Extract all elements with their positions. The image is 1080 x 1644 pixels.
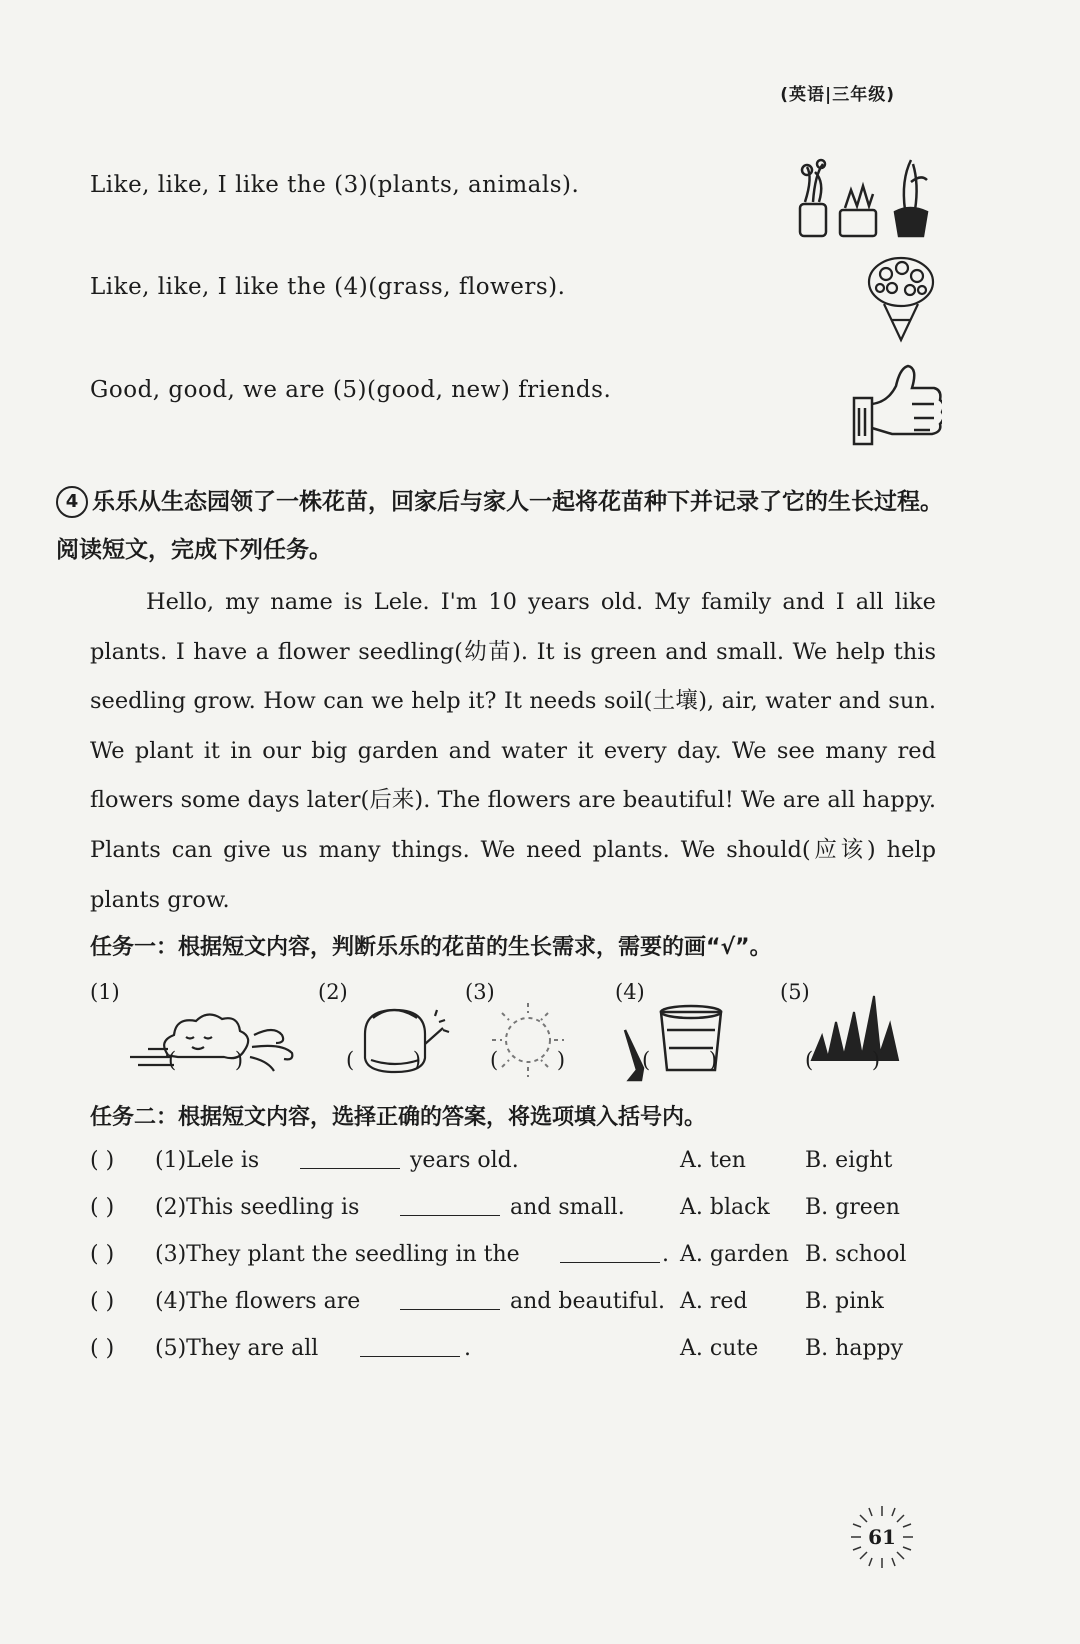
task2-question-5	[90, 1336, 950, 1380]
option-b: B. happy	[805, 1336, 904, 1361]
option-a: A. black	[680, 1195, 770, 1220]
option-a: A. cute	[680, 1336, 759, 1361]
answer-blank[interactable]	[560, 1242, 660, 1263]
passage-text: Hello, my name is Lele. I'm 10 years old. My family and I all like plants. I have a flower seedling(幼苗). It is green and small. We help this seedling grow. How can we help it? It needs soil(土壤), air, water and sun. We plant it in our big garden and water it every day. We see many red flowers some days later(后来). The flowers are beautiful! We are all happy. Plants can give us many things. We need plants. We should(应该) help plants grow.	[90, 589, 936, 913]
poem-line-5: Good, good, we are (5)(good, new) friends.	[90, 377, 612, 403]
task2-question-3	[90, 1242, 950, 1286]
task1-answer-paren[interactable]: ( )	[805, 1048, 907, 1072]
answer-paren[interactable]: ( )	[90, 1289, 115, 1314]
question-text: (5)They are all	[155, 1336, 319, 1361]
question-text-tail: years old.	[410, 1148, 519, 1173]
option-a: A. red	[680, 1289, 748, 1314]
option-a: A. garden	[680, 1242, 789, 1267]
task1-title: 任务一：根据短文内容，判断乐乐的花苗的生长需求，需要的画“√”。	[90, 935, 772, 960]
poem-line-3: Like, like, I like the (3)(plants, animals).	[90, 172, 580, 198]
section-4-title: 乐乐从生态园领了一株花苗，回家后与家人一起将花苗种下并记录了它的生长过程。阅读短文，完成下列任务。	[56, 489, 943, 563]
question-text-tail: .	[662, 1242, 669, 1267]
task1-item-label: (1)	[90, 980, 120, 1004]
option-b: B. school	[805, 1242, 907, 1267]
potted-plants-icon	[795, 152, 935, 242]
task2-question-2	[90, 1195, 950, 1239]
option-a: A. ten	[680, 1148, 746, 1173]
poem-line-4: Like, like, I like the (4)(grass, flowers).	[90, 274, 566, 300]
task1-item-label: (3)	[465, 980, 495, 1004]
question-text-tail: and beautiful.	[510, 1289, 665, 1314]
question-text-tail: and small.	[510, 1195, 625, 1220]
task1-item-label: (2)	[318, 980, 348, 1004]
soil-bucket-icon	[615, 1000, 735, 1085]
answer-paren[interactable]: ( )	[90, 1195, 115, 1220]
question-text: (3)They plant the seedling in the	[155, 1242, 520, 1267]
option-b: B. pink	[805, 1289, 884, 1314]
page-number: 61	[868, 1525, 896, 1549]
answer-paren[interactable]: ( )	[90, 1242, 115, 1267]
task2-question-1	[90, 1148, 950, 1192]
task1-item-label: (5)	[780, 980, 810, 1004]
question-text: (2)This seedling is	[155, 1195, 360, 1220]
thumbs-up-icon	[850, 360, 942, 452]
flower-bouquet-icon	[862, 250, 940, 346]
section-4-instruction	[56, 478, 956, 574]
section-number-badge: 4	[56, 486, 88, 518]
answer-paren[interactable]: ( )	[90, 1336, 115, 1361]
answer-blank[interactable]	[400, 1195, 500, 1216]
question-text-tail: .	[464, 1336, 471, 1361]
task1-item-label: (4)	[615, 980, 645, 1004]
answer-blank[interactable]	[360, 1336, 460, 1357]
answer-blank[interactable]	[400, 1289, 500, 1310]
answer-paren[interactable]: ( )	[90, 1148, 115, 1173]
question-text: (4)The flowers are	[155, 1289, 361, 1314]
task1-answer-paren[interactable]: ( )	[346, 1048, 448, 1072]
task1-answer-paren[interactable]: ( )	[642, 1048, 744, 1072]
option-b: B. green	[805, 1195, 900, 1220]
reading-passage	[90, 578, 936, 925]
answer-blank[interactable]	[300, 1148, 400, 1169]
task2-title: 任务二：根据短文内容，选择正确的答案，将选项填入括号内。	[90, 1105, 707, 1130]
option-b: B. eight	[805, 1148, 893, 1173]
task1-answer-paren[interactable]: ( )	[168, 1048, 270, 1072]
question-text: (1)Lele is	[155, 1148, 260, 1173]
task1-answer-paren[interactable]: ( )	[490, 1048, 592, 1072]
task2-question-4	[90, 1289, 950, 1333]
header-subject-tag: (英语|三年级)	[780, 85, 895, 105]
